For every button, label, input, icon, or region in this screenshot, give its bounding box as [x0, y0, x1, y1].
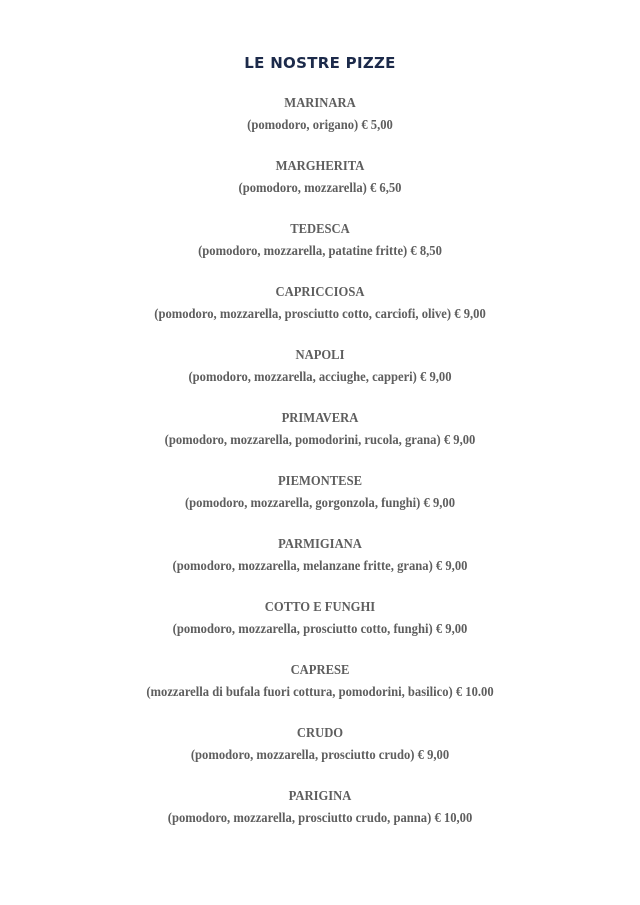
pizza-description: (pomodoro, mozzarella, prosciutto cotto, funghi) € 9,00	[172, 622, 468, 637]
pizza-description: (pomodoro, mozzarella, patatine fritte) € 8,50	[198, 244, 442, 259]
pizza-name: PARMIGIANA	[278, 537, 362, 552]
pizza-item	[0, 219, 640, 282]
pizza-description: (pomodoro, origano) € 5,00	[247, 118, 393, 133]
pizza-description: (pomodoro, mozzarella) € 6,50	[238, 181, 402, 196]
pizza-description: (pomodoro, mozzarella, prosciutto cotto, carciofi, olive) € 9,00	[154, 307, 486, 322]
page-title: LE NOSTRE PIZZE	[244, 54, 396, 72]
pizza-item	[0, 786, 640, 849]
pizza-item	[0, 597, 640, 660]
pizza-name: CAPRICCIOSA	[275, 285, 365, 300]
pizza-name: CRUDO	[296, 726, 344, 741]
pizza-description: (pomodoro, mozzarella, gorgonzola, funghi) € 9,00	[184, 496, 456, 511]
pizza-item	[0, 534, 640, 597]
pizza-name: MARGHERITA	[275, 159, 365, 174]
pizza-name: CAPRESE	[290, 663, 350, 678]
pizza-name: PRIMAVERA	[281, 411, 359, 426]
pizza-name: NAPOLI	[295, 348, 345, 363]
pizza-item	[0, 723, 640, 786]
pizza-name: TEDESCA	[290, 222, 350, 237]
pizza-item	[0, 345, 640, 408]
pizza-item	[0, 156, 640, 219]
pizza-item	[0, 471, 640, 534]
pizza-name: PARIGINA	[288, 789, 352, 804]
pizza-name: PIEMONTESE	[277, 474, 363, 489]
pizza-description: (pomodoro, mozzarella, melanzane fritte, grana) € 9,00	[172, 559, 468, 574]
pizza-item	[0, 408, 640, 471]
pizza-list	[0, 93, 640, 849]
pizza-description: (pomodoro, mozzarella, acciughe, capperi) € 9,00	[188, 370, 452, 385]
pizza-description: (pomodoro, mozzarella, prosciutto crudo) € 9,00	[190, 748, 450, 763]
pizza-item	[0, 660, 640, 723]
pizza-name: COTTO E FUNGHI	[264, 600, 376, 615]
pizza-description: (pomodoro, mozzarella, prosciutto crudo, panna) € 10,00	[167, 811, 473, 826]
pizza-item	[0, 93, 640, 156]
pizza-item	[0, 282, 640, 345]
pizza-name: MARINARA	[284, 96, 356, 111]
pizza-description: (pomodoro, mozzarella, pomodorini, rucola, grana) € 9,00	[164, 433, 476, 448]
pizza-description: (mozzarella di bufala fuori cottura, pomodorini, basilico) € 10.00	[146, 685, 494, 700]
